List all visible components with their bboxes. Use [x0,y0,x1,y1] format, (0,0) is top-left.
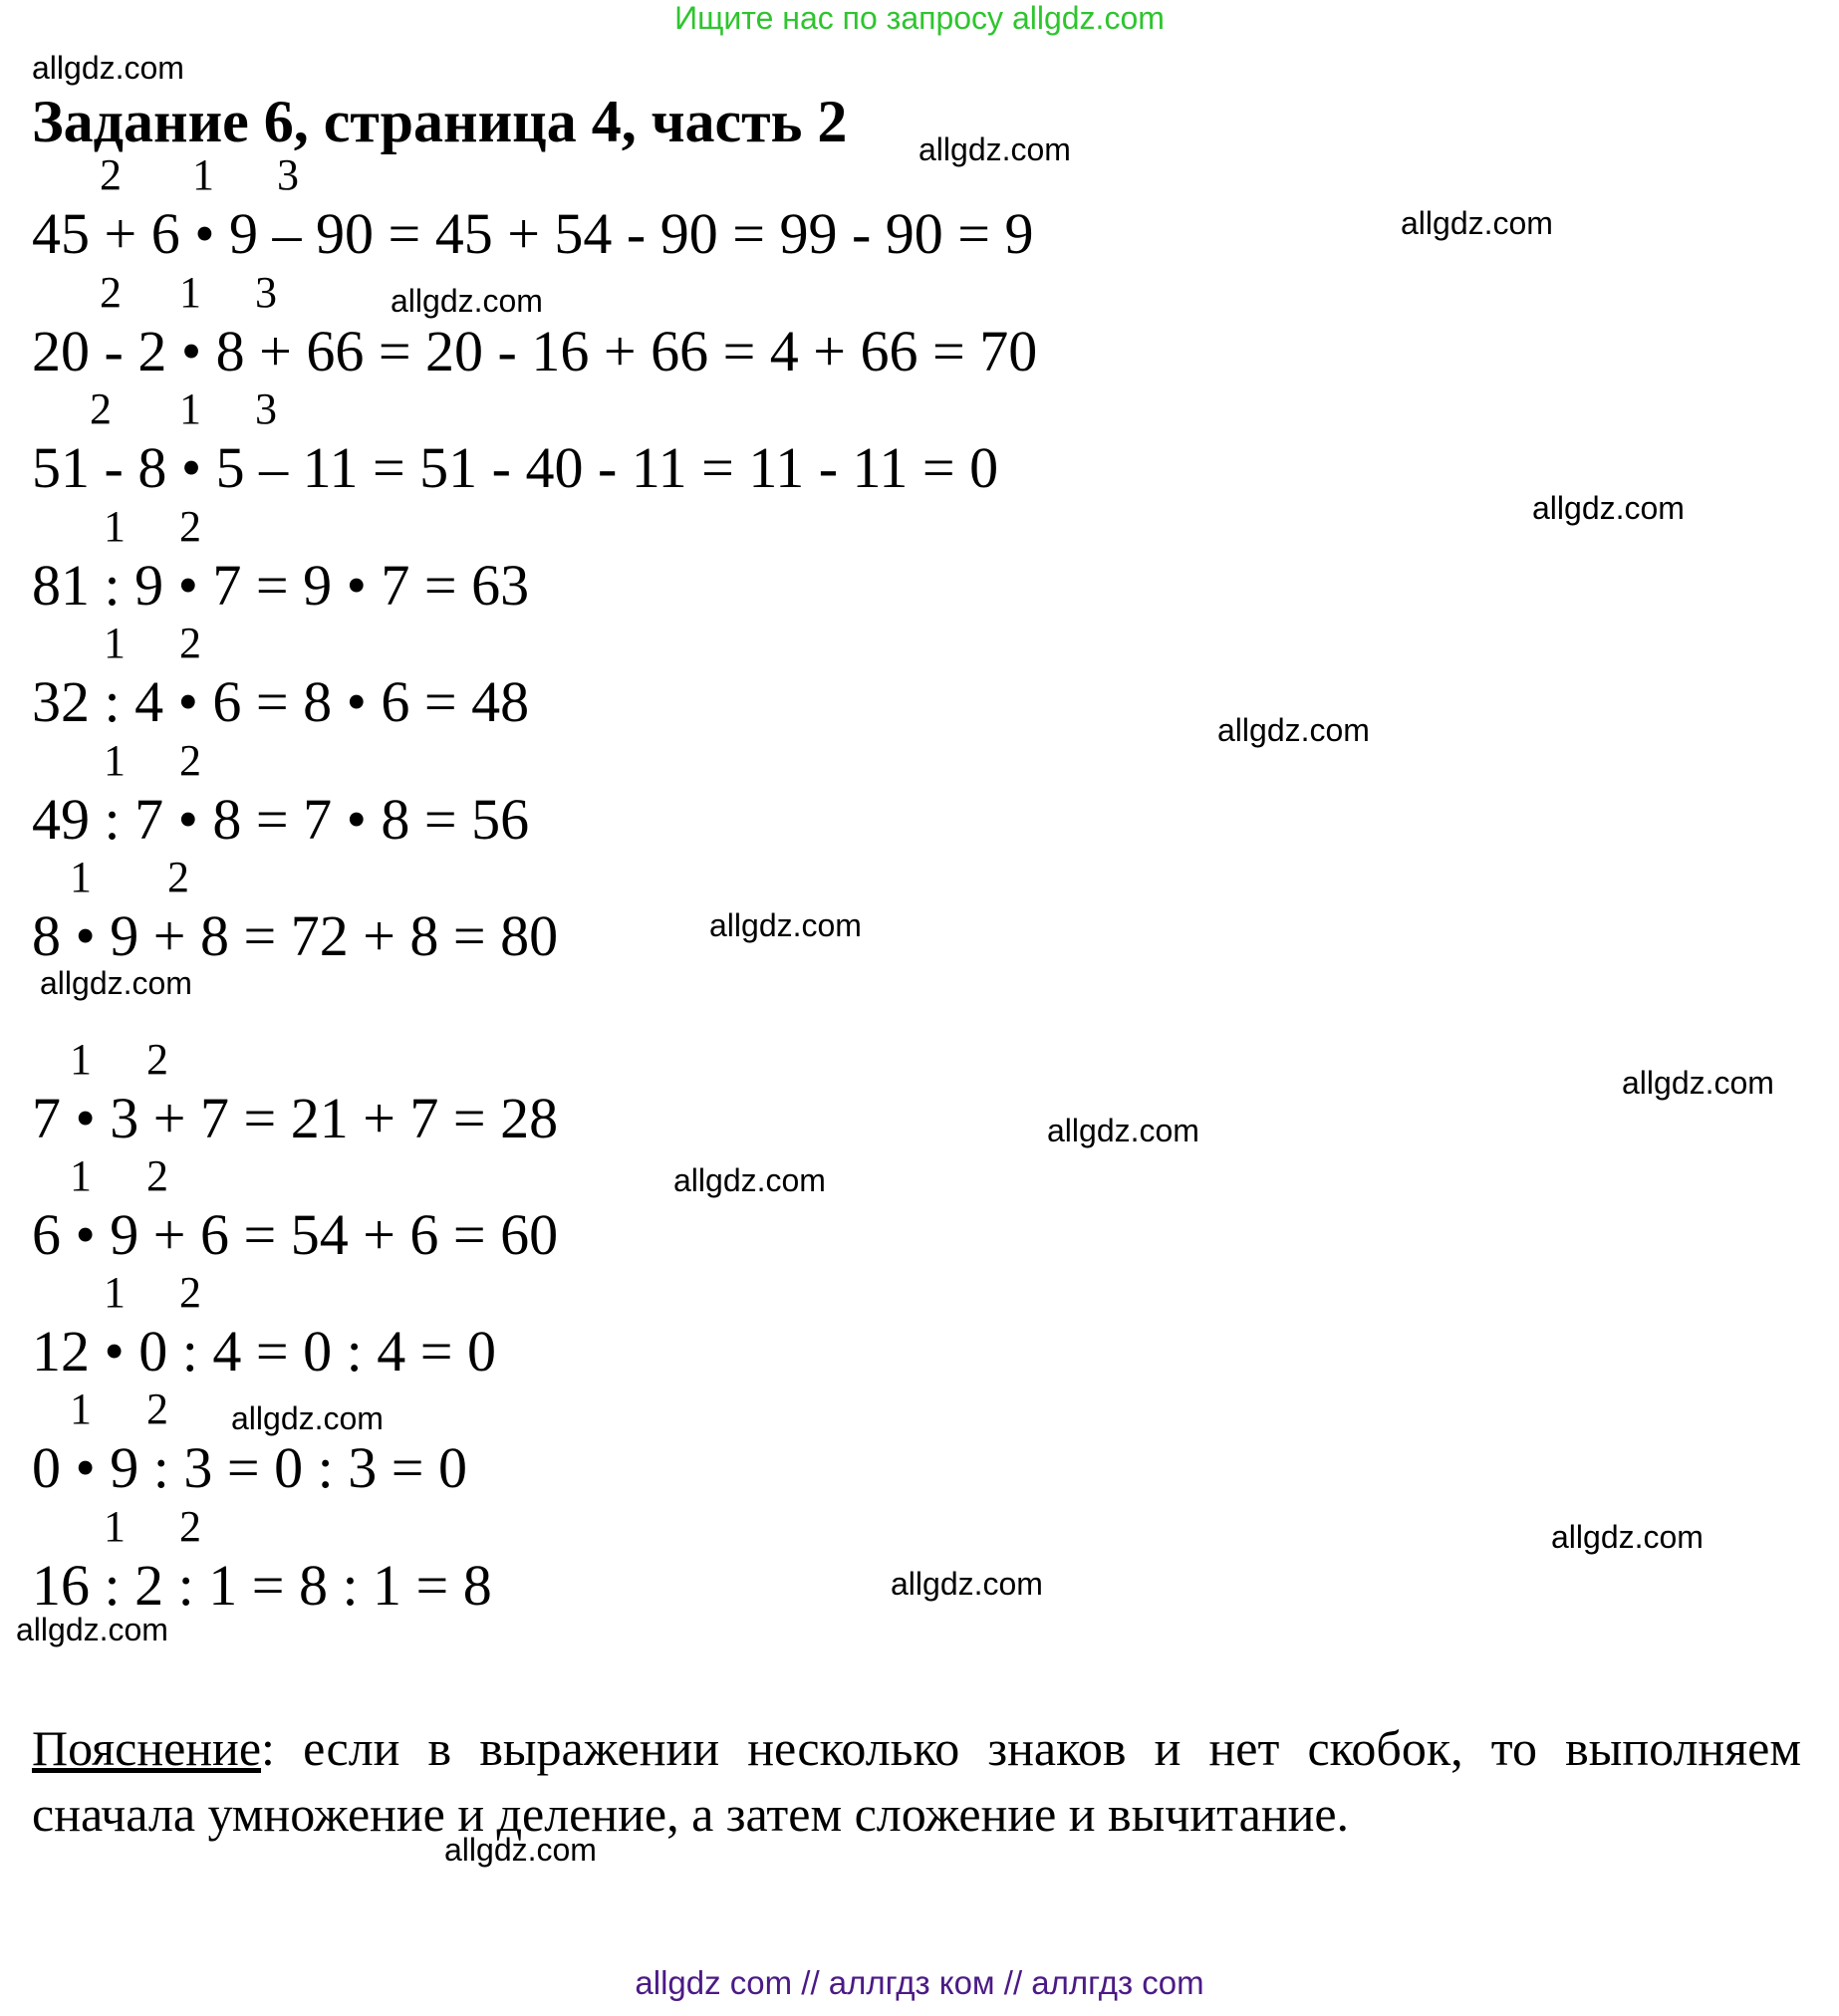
watermark: allgdz.com [391,283,543,319]
expression: 49 : 7 • 8 = 7 • 8 = 56 [32,787,530,852]
watermark: allgdz.com [919,131,1071,167]
explanation-paragraph [32,1715,1801,1847]
order-number: 1 [70,853,92,901]
order-number: 3 [255,268,277,317]
order-number: 2 [179,1268,201,1317]
watermark: allgdz.com [40,965,192,1001]
watermark: allgdz.com [709,907,862,943]
order-number: 2 [179,619,201,667]
order-number: 2 [146,1035,168,1084]
watermark: allgdz.com [1217,712,1370,748]
order-number: 2 [146,1385,168,1433]
expression: 45 + 6 • 9 – 90 = 45 + 54 - 90 = 99 - 90 = 9 [32,201,1034,266]
order-number: 1 [104,1268,126,1317]
watermark: allgdz.com [1047,1113,1199,1148]
watermark: allgdz.com [1532,490,1685,526]
watermark: allgdz.com [32,50,184,86]
order-number: 1 [179,384,201,433]
order-number: 2 [167,853,189,901]
expression: 81 : 9 • 7 = 9 • 7 = 63 [32,553,530,618]
expression: 0 • 9 : 3 = 0 : 3 = 0 [32,1435,467,1500]
order-number: 1 [104,1502,126,1551]
watermark: allgdz.com [231,1400,384,1436]
order-number: 3 [277,150,299,199]
expression: 32 : 4 • 6 = 8 • 6 = 48 [32,669,530,734]
expression: 12 • 0 : 4 = 0 : 4 = 0 [32,1319,496,1384]
order-number: 1 [104,736,126,785]
expression: 16 : 2 : 1 = 8 : 1 = 8 [32,1553,492,1618]
order-number: 1 [70,1151,92,1200]
order-number: 2 [100,150,122,199]
order-number: 2 [179,736,201,785]
expression: 6 • 9 + 6 = 54 + 6 = 60 [32,1202,559,1267]
order-number: 2 [90,384,112,433]
order-number: 2 [179,502,201,551]
watermark: allgdz.com [1551,1519,1704,1555]
order-number: 1 [70,1035,92,1084]
order-number: 2 [100,268,122,317]
footer: allgdz com // аллгдз ком // аллгдз com [635,1964,1204,2001]
explanation-label: Пояснение [32,1720,262,1776]
watermark: allgdz.com [444,1832,597,1868]
order-number: 1 [104,619,126,667]
watermark: allgdz.com [1622,1065,1774,1101]
expression: 51 - 8 • 5 – 11 = 51 - 40 - 11 = 11 - 11 = 0 [32,435,999,500]
order-number: 2 [179,1502,201,1551]
order-number: 1 [104,502,126,551]
watermark: allgdz.com [673,1162,826,1198]
explanation-text: : если в выражении несколько знаков и нет скобок, то выполняем сначала умножение и деление, а затем сложение и вычитание. [32,1720,1801,1842]
order-number: 1 [192,150,214,199]
expression: 8 • 9 + 8 = 72 + 8 = 80 [32,903,559,968]
watermark: allgdz.com [1401,205,1553,241]
watermark: allgdz.com [891,1566,1043,1602]
expression: 7 • 3 + 7 = 21 + 7 = 28 [32,1086,559,1150]
order-number: 1 [179,268,201,317]
order-number: 2 [146,1151,168,1200]
watermark: allgdz.com [16,1612,168,1647]
order-number: 1 [70,1385,92,1433]
order-number: 3 [255,384,277,433]
top-banner: Ищите нас по запросу allgdz.com [674,0,1165,36]
page-title: Задание 6, страница 4, часть 2 [32,89,848,154]
expression: 20 - 2 • 8 + 66 = 20 - 16 + 66 = 4 + 66 = 70 [32,319,1038,383]
